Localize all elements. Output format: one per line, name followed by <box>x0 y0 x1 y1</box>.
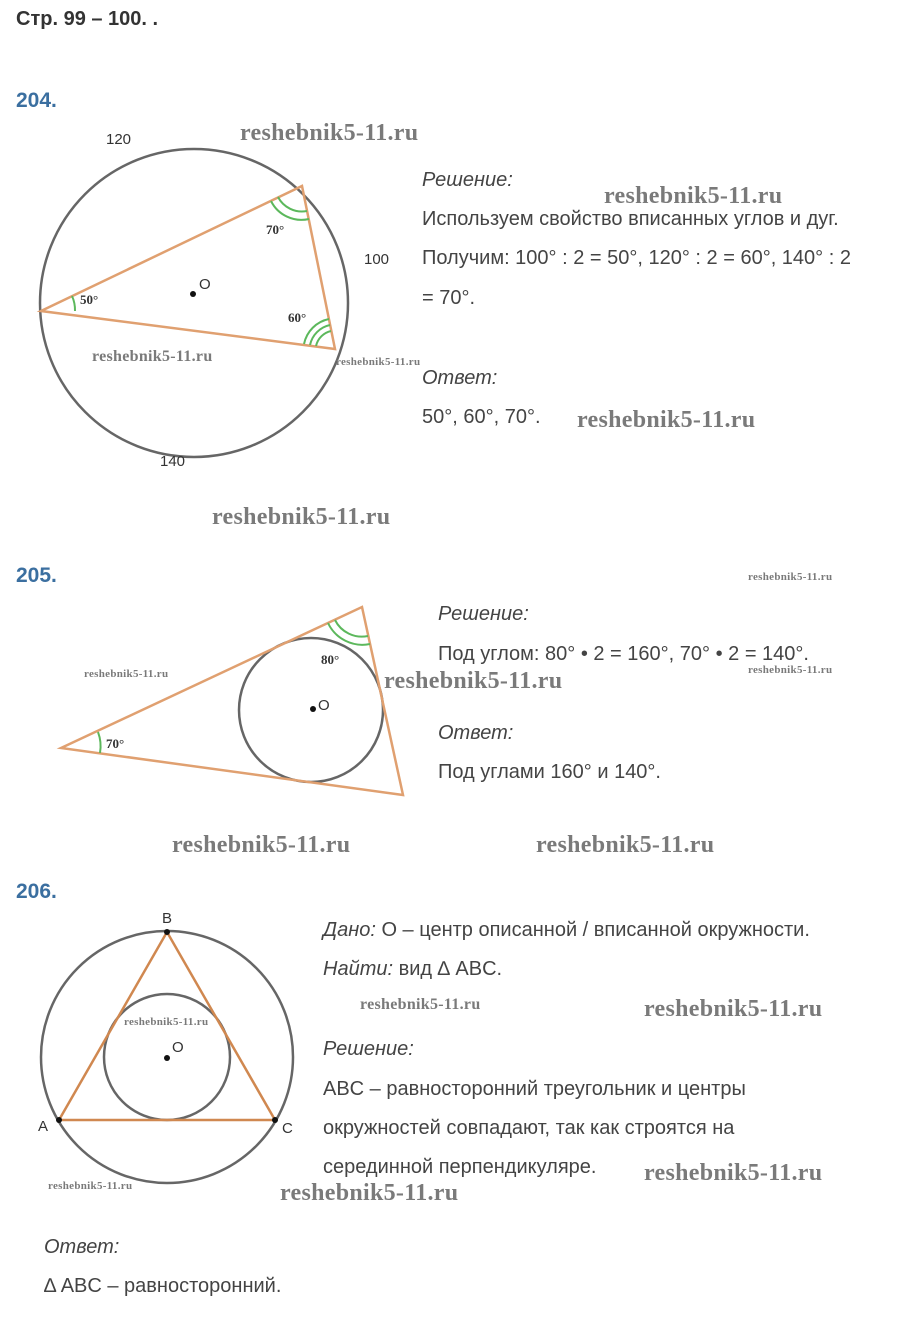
solution-line-204-2: Получим: 100° : 2 = 50°, 120° : 2 = 60°, 140° : 2 <box>422 247 851 269</box>
given-206 <box>323 920 810 940</box>
arc-label-right: 100 <box>364 251 390 268</box>
problem-206-number: 206. <box>16 880 57 903</box>
answer-205: Под углами 160° и 140°. <box>438 761 661 783</box>
angle-label-left: 70° <box>106 736 125 751</box>
watermark: reshebnik5-11.ru <box>644 996 823 1022</box>
arc-label-bottom: 140 <box>160 453 186 470</box>
watermark: reshebnik5-11.ru <box>604 183 783 209</box>
find-label: Найти: <box>323 958 394 980</box>
angle-label-c: 60° <box>288 310 307 325</box>
watermark: reshebnik5-11.ru <box>48 1180 133 1192</box>
solution-line-206-1: ABC – равносторонний треугольник и центры <box>323 1078 746 1100</box>
watermark: reshebnik5-11.ru <box>280 1180 459 1206</box>
solution-line-204-1: Используем свойство вписанных углов и дуг. <box>422 208 839 230</box>
watermark: reshebnik5-11.ru <box>84 668 169 680</box>
center-label-204: O <box>199 276 211 293</box>
vertex-label-a: A <box>38 1118 49 1135</box>
answer-206: ∆ ABC – равносторонний. <box>44 1275 282 1297</box>
find-206 <box>323 959 502 979</box>
watermark: reshebnik5-11.ru <box>212 504 391 530</box>
answer-204: 50°, 60°, 70°. <box>422 406 541 428</box>
vertex-label-c: C <box>282 1120 293 1137</box>
answer-label-206: Ответ: <box>44 1236 120 1258</box>
angle-label-b: 70° <box>266 222 285 237</box>
watermark: reshebnik5-11.ru <box>748 664 833 676</box>
watermark: reshebnik5-11.ru <box>240 120 419 146</box>
answer-label-205: Ответ: <box>438 722 514 744</box>
solution-label-206: Решение: <box>323 1038 414 1060</box>
solution-line-206-3: серединной перпендикуляре. <box>323 1156 597 1178</box>
arc-label-top: 120 <box>106 131 132 148</box>
center-label-206: O <box>172 1039 184 1056</box>
given-text: O – центр описанной / вписанной окружности. <box>375 919 810 941</box>
angle-label-a: 50° <box>80 292 99 307</box>
vertex-label-b: B <box>162 910 173 927</box>
center-label-205: O <box>318 697 330 714</box>
watermark: reshebnik5-11.ru <box>336 356 421 368</box>
watermark: reshebnik5-11.ru <box>92 348 213 365</box>
problem-205-number: 205. <box>16 564 57 587</box>
given-label: Дано: <box>323 919 376 941</box>
solution-label-205: Решение: <box>438 603 529 625</box>
watermark: reshebnik5-11.ru <box>577 407 756 433</box>
watermark: reshebnik5-11.ru <box>748 571 833 583</box>
page-header: Стр. 99 – 100. . <box>16 8 159 30</box>
solution-line-204-3: = 70°. <box>422 287 476 309</box>
solution-label-204: Решение: <box>422 169 513 191</box>
watermark: reshebnik5-11.ru <box>384 668 563 694</box>
watermark: reshebnik5-11.ru <box>172 832 351 858</box>
solution-line-205-1: Под углом: 80° • 2 = 160°, 70° • 2 = 140°. <box>438 643 809 665</box>
find-text: вид ∆ ABC. <box>393 958 503 980</box>
watermark: reshebnik5-11.ru <box>536 832 715 858</box>
solution-line-206-2: окружностей совпадают, так как строятся на <box>323 1117 735 1139</box>
answer-label-204: Ответ: <box>422 367 498 389</box>
watermark: reshebnik5-11.ru <box>360 996 481 1013</box>
problem-204-number: 204. <box>16 89 57 112</box>
watermark: reshebnik5-11.ru <box>644 1160 823 1186</box>
angle-label-top: 80° <box>321 652 340 667</box>
watermark: reshebnik5-11.ru <box>124 1016 209 1028</box>
